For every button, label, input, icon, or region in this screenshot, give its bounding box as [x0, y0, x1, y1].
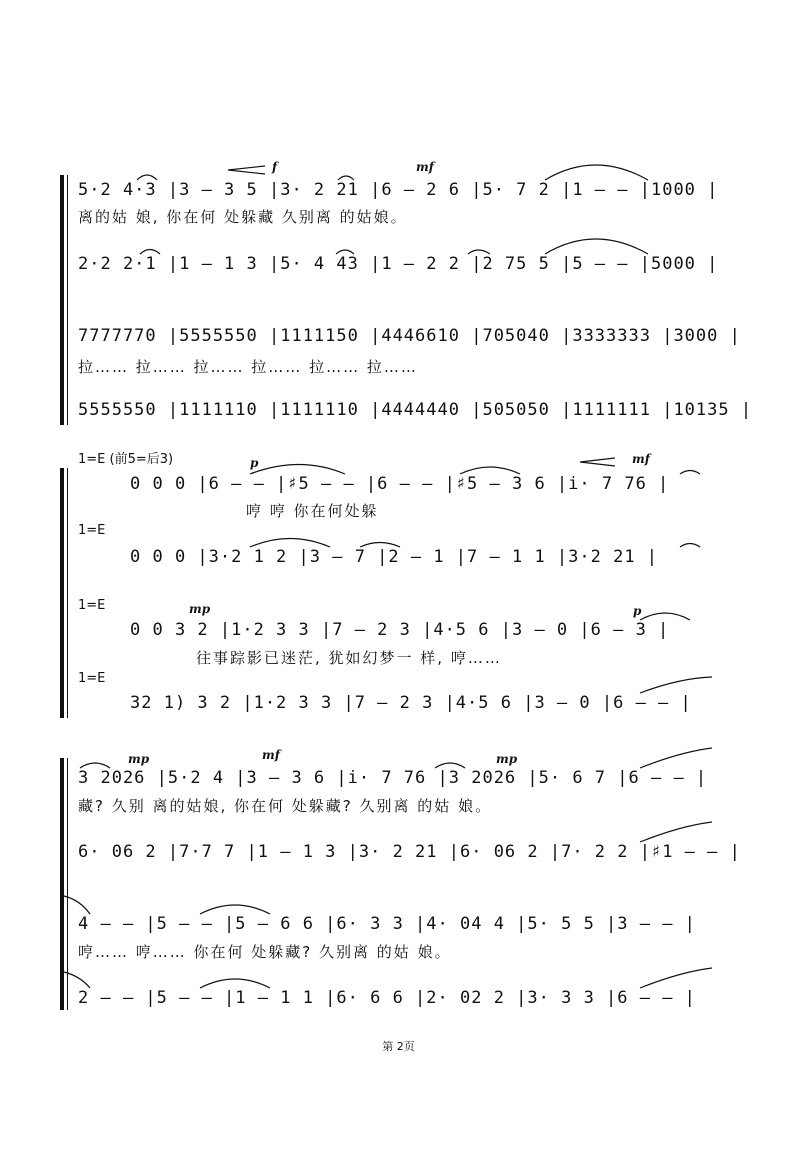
s2-voice-2-key: 1=E	[78, 523, 106, 538]
cresc-s1	[228, 166, 265, 174]
s3-voice-4-notation: 2 – – |5 – – |1 – 1 1 |6· 6 6 |2· 02 2 |3· 3 3 |6 – – |	[78, 988, 696, 1008]
page-footer: 第 2页	[382, 1040, 415, 1053]
s3-voice-1-notation: 3 2026 |5·2 4 |3 – 3 6 |i· 7 76 |3 2026 |5· 6 7 |6 – – |	[78, 768, 708, 788]
slur-s1-g	[545, 239, 648, 254]
slur-s3-c	[640, 748, 712, 768]
slur-s2-h	[640, 677, 712, 693]
s2-voice-4-notation: 32 1) 3 2 |1·2 3 3 |7 – 2 3 |4·5 6 |3 – 0 |6 – – |	[130, 693, 692, 713]
slur-s2-b	[460, 467, 520, 474]
s2-voice-1-key: 1=E (前5=后3)	[78, 452, 174, 467]
s3-dynamic-mp-2: mp	[496, 752, 518, 766]
slur-s2-d	[250, 539, 330, 548]
s3-dynamic-mp: mp	[128, 752, 150, 766]
s1-voice-4-notation: 5555550 |1111110 |1111110 |4444440 |505050 |1111111 |10135 |	[78, 400, 753, 420]
system-1-brace	[60, 175, 64, 425]
s2-voice-3-notation: 0 0 3 2 |1·2 3 3 |7 – 2 3 |4·5 6 |3 – 0 |6 – 3 |	[130, 620, 670, 640]
slur-s2-a	[250, 465, 345, 475]
s2-voice-3-lyrics: 往事踪影已迷茫, 犹如幻梦一 样, 哼……	[196, 649, 502, 667]
cresc-s2	[580, 458, 615, 466]
system-1-brace-thin	[67, 175, 68, 425]
system-2-brace-thin	[67, 468, 68, 718]
s3-voice-2-notation: 6· 06 2 |7·7 7 |1 – 1 3 |3· 2 21 |6· 06 2 |7· 2 2 |♯1 – – |	[78, 842, 741, 862]
slur-s2-f	[680, 544, 700, 548]
s2-voice-3-key: 1=E	[78, 598, 106, 613]
s3-dynamic-mf: mf	[262, 748, 280, 762]
s2-voice-4-key: 1=E	[78, 671, 106, 686]
system-2-brace	[60, 468, 64, 718]
slur-s2-g	[640, 613, 690, 620]
slur-s2-c	[680, 471, 700, 475]
s2-voice-1-lyrics: 哼 哼 你在何处躲	[246, 502, 379, 520]
s1-voice-1-notation: 5·2 4·3 |3 – 3 5 |3· 2 21 |6 – 2 6 |5· 7 2 |1 – – |1000 |	[78, 180, 719, 200]
s3-voice-1-lyrics: 藏? 久别 离的姑娘, 你在何 处躲藏? 久别离 的姑 娘。	[78, 797, 493, 815]
s1-dynamic-f: f	[272, 160, 278, 174]
s1-voice-3-notation: 7777770 |5555550 |1111150 |4446610 |705040 |3333333 |3000 |	[78, 326, 741, 346]
slur-s1-c	[545, 165, 648, 180]
s2-dynamic-mf: mf	[632, 452, 650, 466]
s1-voice-2-notation: 2·2 2·1 |1 – 1 3 |5· 4 43 |1 – 2 2 |2 75 5 |5 – – |5000 |	[78, 254, 719, 274]
s1-dynamic-mf: mf	[416, 160, 434, 174]
slur-s3-i	[640, 968, 712, 988]
s3-voice-3-lyrics: 哼…… 哼…… 你在何 处躲藏? 久别离 的姑 娘。	[78, 943, 452, 961]
system-3-brace-thin	[67, 758, 68, 1010]
s1-voice-3-lyrics: 拉…… 拉…… 拉…… 拉…… 拉…… 拉……	[78, 358, 418, 376]
slur-s3-f	[200, 905, 270, 914]
s3-voice-3-notation: 4 – – |5 – – |5 – 6 6 |6· 3 3 |4· 04 4 |5· 5 5 |3 – – |	[78, 914, 696, 934]
s2-dynamic-p: p	[250, 456, 259, 470]
s2-dynamic-p-2: p	[633, 604, 642, 618]
slur-s3-d	[640, 822, 712, 842]
s2-voice-1-notation: 0 0 0 |6 – – |♯5 – – |6 – – |♯5 – 3 6 |i· 7 76 |	[130, 474, 670, 494]
s2-voice-2-notation: 0 0 0 |3·2 1 2 |3 – 7 |2 – 1 |7 – 1 1 |3·2 21 |	[130, 547, 659, 567]
s1-voice-1-lyrics: 离的姑 娘, 你在何 处躲藏 久别离 的姑娘。	[78, 208, 408, 226]
slur-s3-h	[200, 979, 270, 988]
system-3-brace	[60, 758, 64, 1010]
s2-dynamic-mp: mp	[189, 602, 211, 616]
